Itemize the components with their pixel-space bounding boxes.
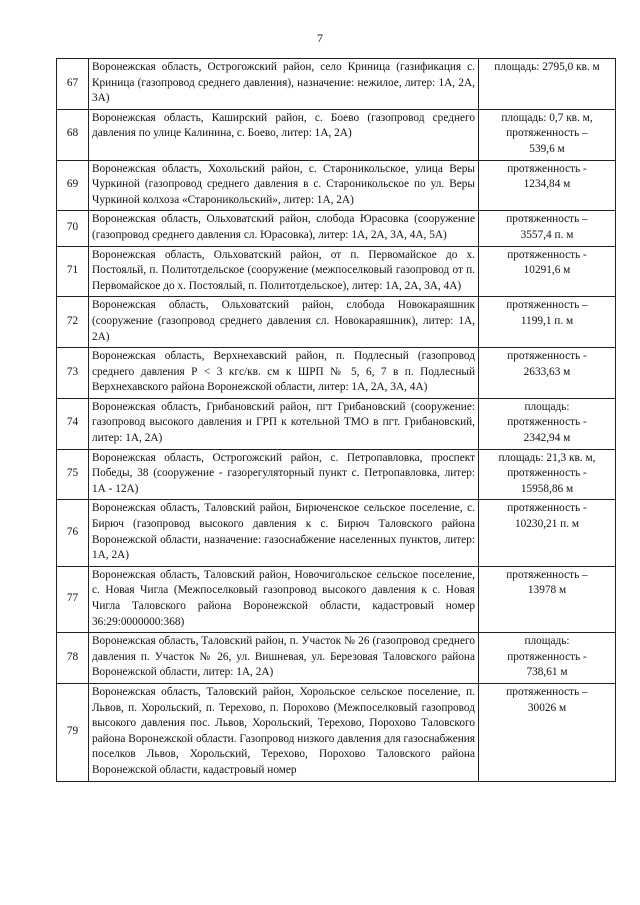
table-row [57,59,616,110]
object-description: Воронежская область, Таловский район, Новочигольское сельское поселение, с. Новая Чигла (Межпоселковый газопровод высокого давления к с. Новая Чигла Таловского района Воронежской области, кадастровый номер 36:29:0000000:368) [89,566,479,632]
measurement-line: 30026 м [527,701,567,714]
table-row [57,246,616,297]
row-number: 76 [57,500,89,566]
object-measurements [479,160,616,211]
table-row [57,109,616,160]
measurement-line: протяженность - [507,162,587,175]
measurement-line: протяженность – [506,685,588,698]
measurement-line: 2342,94 м [523,432,571,445]
table-row [57,683,616,781]
measurement-line: площадь: 0,7 кв. м, [501,111,593,124]
row-number: 73 [57,348,89,399]
measurement-line: протяженность – [506,213,588,226]
object-measurements [479,59,616,110]
object-description: Воронежская область, Ольховатский район, от п. Первомайское до х. Постояльй, п. Политотдельское (сооружение (межпоселковый газопровод от п. Первомайское до х. Постоялый, п. Политотдельское), литер: 1А, 2А, 3А, 4А) [89,246,479,297]
row-number: 68 [57,109,89,160]
object-measurements [479,211,616,246]
object-measurements [479,683,616,781]
object-description: Воронежская область, Верхнехавский район, п. Подлесный (газопровод среднего давления Р < 3 кгс/кв. см к ШРП № 5, 6, 7 в п. Подлесный Верхнехавского района Воронежской области, литер: 1А, 2А, 3А, 4А) [89,348,479,399]
table-row [57,566,616,632]
object-description: Воронежская область, Острогожский район, село Криница (газификация с. Криница (газопровод среднего давления), назначение: нежилое, литер: 1А, 2А, 3А) [89,59,479,110]
row-number: 72 [57,297,89,348]
object-description: Воронежская область, Ольховатский район, слобода Юрасовка (сооружение (газопровод среднего давления сл. Юрасовка), литер: 1А, 2А, 3А, 4А, 5А) [89,211,479,246]
measurement-line: 10230,21 п. м [514,518,580,531]
measurement-line: 738,61 м [526,666,568,679]
measurement-line: площадь: [524,400,570,413]
table-row [57,297,616,348]
table-row [57,449,616,500]
object-measurements [479,566,616,632]
table-row [57,500,616,566]
object-measurements [479,633,616,684]
measurement-line: протяженность – [506,568,588,581]
measurement-line: протяженность - [507,248,587,261]
measurement-line: протяженность – [506,127,588,140]
measurement-line: площадь: 2795,0 кв. м [494,61,600,73]
object-description: Воронежская область, Острогожский район, с. Петропавловка, проспект Победы, 38 (сооружение - газорегуляторный пункт с. Петропавловка, литер: 1А - 12А) [89,449,479,500]
object-description: Воронежская область, Таловский район, Бирюченское сельское поселение, с. Бирюч (газопровод высокого давления к с. Бирюч Таловского района Воронежской области, назначение: газоснабжение населенных пунктов, литер: 1А, 2А) [89,500,479,566]
object-description: Воронежская область, Таловский район, п. Участок № 26 (газопровод среднего давления п. Участок № 26, ул. Вишневая, ул. Березовая Таловского района Воронежской области, литер: 1А, 2А) [89,633,479,684]
table-row [57,211,616,246]
row-number: 75 [57,449,89,500]
page-number: 7 [317,31,323,45]
object-measurements [479,348,616,399]
measurement-line: 10291,6 м [523,264,571,277]
measurement-line: протяженность - [507,467,587,480]
table-row [57,633,616,684]
table-row [57,348,616,399]
object-measurements [479,246,616,297]
measurement-line: 2633,63 м [523,365,571,378]
measurement-line: протяженность – [506,299,588,312]
object-measurements [479,449,616,500]
object-measurements [479,500,616,566]
object-measurements [479,297,616,348]
row-number: 77 [57,566,89,632]
property-registry-table [56,58,616,782]
object-description: Воронежская область, Ольховатский район, слобода Новокараяшник (сооружение (газопровод среднего давления сл. Новокараяшник), литер: 1А, 2А) [89,297,479,348]
row-number: 70 [57,211,89,246]
measurement-line: площадь: 21,3 кв. м, [498,451,596,464]
row-number: 78 [57,633,89,684]
measurement-line: 1234,84 м [523,178,571,191]
row-number: 79 [57,683,89,781]
measurement-line: протяженность - [507,416,587,429]
measurement-line: 15958,86 м [520,482,574,495]
measurement-line: 539,6 м [529,142,565,155]
measurement-line: 3557,4 п. м [520,228,574,241]
measurement-line: протяженность - [507,650,587,663]
row-number: 67 [57,59,89,110]
measurement-line: протяженность - [507,502,587,515]
object-description: Воронежская область, Таловский район, Хорольское сельское поселение, п. Львов, п. Хорольский, п. Терехово, п. Порохово (Межпоселковый газопровод высокого давления пос. Львов, Хорольский, Терехово, Порохово Таловского района Воронежской области. Газопровод низкого давления для газоснабжения поселков Львов, Хорольский, Терехово, Порохово Таловского района Воронежской области, кадастровый номер [89,683,479,781]
object-description: Воронежская область, Хохольский район, с. Староникольское, улица Веры Чуркиной (газопровод среднего давления в с. Староникольское по ул. Веры Чуркиной колхоза «Староникольский», литер: 1А, 2А) [89,160,479,211]
measurement-line: площадь: [524,635,570,648]
object-measurements [479,109,616,160]
measurement-line: 13978 м [527,584,567,597]
row-number: 69 [57,160,89,211]
row-number: 74 [57,398,89,449]
measurement-line: 1199,1 п. м [520,314,574,327]
table-row [57,398,616,449]
object-measurements [479,398,616,449]
object-description: Воронежская область, Грибановский район, пгт Грибановский (сооружение: газопровод высокого давления и ГРП к котельной ТМО в пгт. Грибановский, литер: 1А, 2А) [89,398,479,449]
measurement-line: протяженность - [507,350,587,363]
object-description: Воронежская область, Каширский район, с. Боево (газопровод среднего давления по улице Калинина, с. Боево, литер: 1А, 2А) [89,109,479,160]
table-row [57,160,616,211]
row-number: 71 [57,246,89,297]
